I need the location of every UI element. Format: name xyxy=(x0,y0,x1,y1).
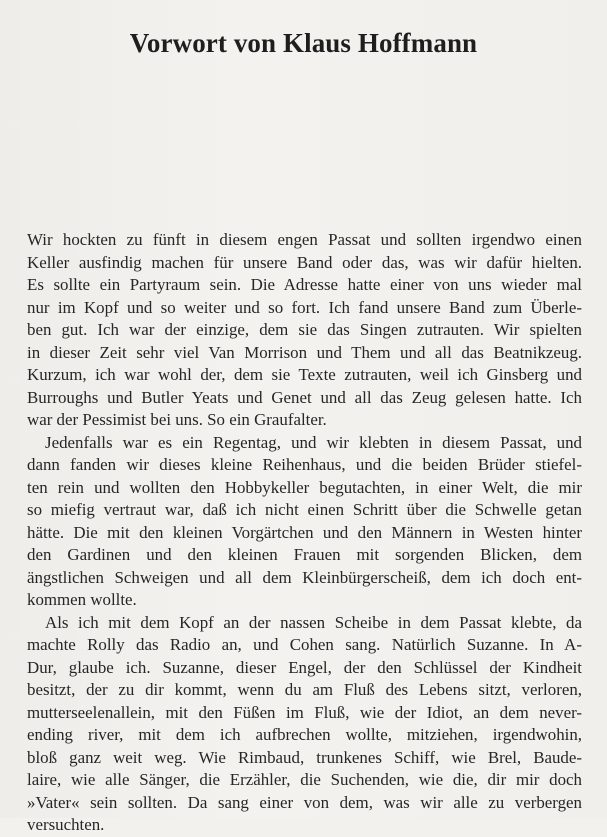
text-line: in dieser Zeit sehr viel Van Morrison und Them und all das Beatnikzeug. xyxy=(27,342,582,362)
text-line: bloß ganz weit weg. Wie Rimbaud, trunkenes Schiff, wie Brel, Baude- xyxy=(27,747,582,767)
text-line: Es sollte ein Partyraum sein. Die Adresse hatte einer von uns wieder mal xyxy=(27,275,582,294)
text-line: Als ich mit dem Kopf an der nassen Scheibe in dem Passat klebte, da xyxy=(45,612,582,632)
text-line: Wir hockten zu fünft in diesem engen Passat und sollten irgendwo einen xyxy=(27,230,582,249)
text-line: kommen wollte. xyxy=(27,590,137,609)
paragraph xyxy=(27,612,582,837)
text-line: »Vater« sein sollten. Da sang einer von dem, was wir alle zu verbergen xyxy=(27,792,582,812)
paragraph xyxy=(27,229,582,432)
text-line: den Gardinen und den kleinen Frauen mit sorgenden Blicken, dem xyxy=(27,545,582,564)
text-line: ending river, mit dem ich aufbrechen wollte, mitziehen, irgendwohin, xyxy=(27,725,582,744)
text-line: mutterseelenallein, mit den Füßen im Fluß, wie der Idiot, an dem never- xyxy=(27,702,582,722)
text-line: Kurzum, ich war wohl der, dem sie Texte zutrauten, weil ich Ginsberg und xyxy=(27,365,582,384)
text-line: so miefig vertraut war, daß ich nicht einen Schritt über die Schwelle getan xyxy=(27,500,582,519)
text-line: nur im Kopf und so weiter und so fort. Ich fand unsere Band zum Überle- xyxy=(27,297,582,317)
text-line: ängstlichen Schweigen und all dem Kleinbürgerscheiß, dem ich doch ent- xyxy=(27,567,582,587)
text-line: ten rein und wollten den Hobbykeller begutachten, in einer Welt, die mir xyxy=(27,477,582,497)
foreword-text xyxy=(27,229,582,837)
text-line: dann fanden wir dieses kleine Reihenhaus, und die beiden Brüder stiefel- xyxy=(27,455,582,474)
text-line: Keller ausfindig machen für unsere Band oder das, was wir dafür hielten. xyxy=(27,252,582,272)
text-line: hätte. Die mit den kleinen Vorgärtchen und den Männern in Westen hinter xyxy=(27,522,582,542)
text-line: besitzt, der zu dir kommt, wenn du am Fluß des Lebens sitzt, verloren, xyxy=(27,680,582,699)
text-line: war der Pessimist bei uns. So ein Graufalter. xyxy=(27,410,327,429)
text-line: laire, wie alle Sänger, die Erzähler, die Suchenden, wie die, dir mir doch xyxy=(27,770,582,789)
text-line: ben gut. Ich war der einzige, dem sie das Singen zutrauten. Wir spielten xyxy=(27,320,582,339)
text-line: machte Rolly das Radio an, und Cohen sang. Natürlich Suzanne. In A- xyxy=(27,635,582,654)
paragraph xyxy=(27,432,582,612)
text-line: Burroughs und Butler Yeats und Genet und all das Zeug gelesen hatte. Ich xyxy=(27,387,582,407)
text-line: versuchten. xyxy=(27,815,105,834)
text-line: Dur, glaube ich. Suzanne, dieser Engel, der den Schlüssel der Kindheit xyxy=(27,657,582,677)
page-title: Vorwort von Klaus Hoffmann xyxy=(129,28,478,58)
text-line: Jedenfalls war es ein Regentag, und wir klebten in diesem Passat, und xyxy=(45,432,582,452)
